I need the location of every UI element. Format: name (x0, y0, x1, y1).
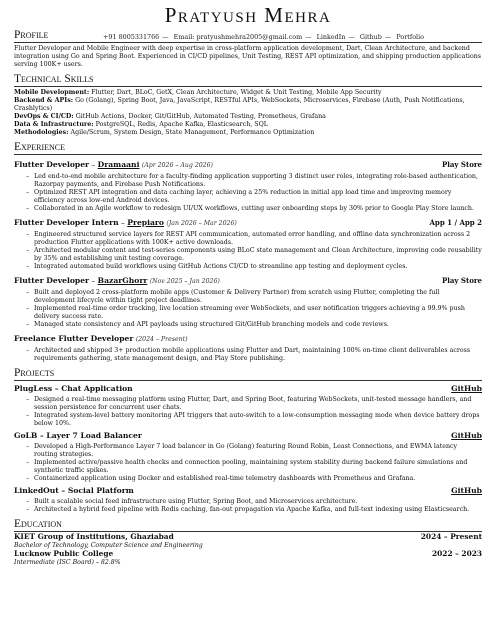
github-link[interactable]: Github (359, 33, 382, 41)
education-detail: Intermediate (ISC Board) – 82.8% (14, 558, 121, 566)
list-item: – Integrated system-level battery monitoring API triggers that auto-switch to a low-consumption messaging mode when device battery drops below 10%. (26, 412, 482, 428)
github-link[interactable]: GitHub (451, 431, 482, 440)
role-bullets (26, 289, 482, 329)
project-header (14, 384, 482, 394)
list-item: – Implemented real-time order tracking, live location streaming over WebSockets, and user notification triggers achieving a 99.9% push delivery success rate. (26, 305, 482, 321)
project-title: LinkedOut – Social Platform (14, 486, 134, 495)
phone-text: +91 8005331766 (103, 33, 160, 41)
play-store-link[interactable]: Play Store (441, 160, 482, 169)
list-item: – Architected a hybrid feed pipeline with Redis caching, fan-out propagation via Apache Kafka, and full-text indexing using Elasticsearch. (26, 506, 482, 514)
projects-heading: Projects (14, 367, 55, 379)
list-item: – Collaborated in an Agile workflow to redesign UI/UX workflows, cutting user onboarding steps by 30% prior to Google Play Store launch. (26, 205, 482, 213)
list-item: – Managed state consistency and API payloads using structured Git/GitHub branching models and code reviews. (26, 321, 482, 329)
section-divider (14, 380, 482, 381)
resume-page (14, 4, 482, 566)
role-header: Flutter Developer Intern – Prepiaro (Jan 2026 – Mar 2026) App 1 / App 2 (14, 218, 482, 227)
contact-row (14, 26, 482, 41)
skill-row: Methodologies: Agile/Scrum, System Design, State Management, Performance Optimization (14, 129, 315, 136)
company-link[interactable]: Dramaani (97, 160, 140, 169)
portfolio-link[interactable]: Portfolio (396, 33, 424, 41)
project-header (14, 486, 482, 496)
project-bullets (26, 498, 482, 514)
role-bullets (26, 173, 482, 213)
play-store-link[interactable]: Play Store (441, 276, 482, 285)
list-item: – Architected and shipped 3+ production mobile applications using Flutter and Dart, maintaining 100% on-time client deliverables across requirements gathering, state management design, and Play Store publishing. (26, 347, 482, 363)
app-links[interactable]: App 1 / App 2 (429, 218, 482, 227)
skill-row: DevOps & CI/CD: GitHub Actions, Docker, Git/GitHub, Automated Testing, Prometheus, Grafana (14, 113, 326, 120)
list-item: – Integrated automated build workflows using GitHub Actions CI/CD to streamline app testing and deployment cycles. (26, 263, 482, 271)
list-item: – Implemented active/passive health checks and connection pooling, maintaining system stability during backend failure simulations and synthetic traffic spikes. (26, 459, 482, 475)
role-header: Flutter Developer – Dramaani (Apr 2026 – Aug 2026) Play Store (14, 160, 482, 169)
contact-line: +91 8005331766 — Email: pratyushmehra2005@gmail.com — LinkedIn — Github — Portfolio (103, 33, 424, 41)
skills-list (14, 89, 482, 137)
list-item: – Developed a High-Performance Layer 7 load balancer in Go (Golang) featuring Round Robin, Least Connections, and EWMA latency routing strategies. (26, 443, 482, 459)
email-link[interactable]: Email: pratyushmehra2005@gmail.com (173, 33, 303, 41)
school-name: KIET Group of Institutions, Ghaziabad (14, 532, 174, 541)
company-link[interactable]: BazarGhorr (97, 276, 148, 285)
role-header: Freelance Flutter Developer (2024 – Present) (14, 334, 188, 343)
skill-row: Mobile Development: Flutter, Dart, BLoC, GetX, Clean Architecture, Widget & Unit Testing, Mobile App Security (14, 89, 382, 96)
list-item: – Built a scalable social feed infrastructure using Flutter, Spring Boot, and Microservices architecture. (26, 498, 482, 506)
education-row (14, 533, 482, 542)
project-title: GoLB – Layer 7 Load Balancer (14, 431, 142, 440)
section-divider (14, 154, 482, 155)
list-item: – Optimized REST API integration and data caching layer, achieving a 25% reduction in initial app load time and improving memory efficiency across low-end Android devices. (26, 189, 482, 205)
education-heading: Education (14, 518, 62, 530)
education-dates: 2022 – 2023 (432, 549, 482, 558)
section-divider (14, 42, 482, 43)
section-divider (14, 86, 482, 87)
experience-heading: Experience (14, 141, 66, 153)
github-link[interactable]: GitHub (451, 486, 482, 495)
project-bullets (26, 443, 482, 483)
role-bullets (26, 231, 482, 271)
candidate-name: Pratyush Mehra (164, 3, 332, 27)
role-header: Flutter Developer – BazarGhorr (Nov 2025 – Jan 2026) Play Store (14, 276, 482, 285)
list-item: – Engineered structured service layers for REST API communication, automated error handling, and offline data synchronization across 2 production Flutter applications with 100K+ active downloads. (26, 231, 482, 247)
skills-heading: Technical Skills (14, 73, 94, 85)
list-item: – Architected modular content and test-series components using BLoC state management and Clean Architecture, improving code reusability by 35% and establishing unit testing coverage. (26, 247, 482, 263)
education-row (14, 550, 482, 559)
project-bullets (26, 396, 482, 428)
list-item: – Built and deployed 2 cross-platform mobile apps (Customer & Delivery Partner) from scratch using Flutter, completing the full development lifecycle within tight project deadlines. (26, 289, 482, 305)
school-name: Lucknow Public College (14, 549, 114, 558)
role-bullets (26, 347, 482, 363)
list-item: – Designed a real-time messaging platform using Flutter, Dart, and Spring Boot, featuring WebSockets, unit-tested message handlers, and session persistence for concurrent user chats. (26, 396, 482, 412)
profile-heading: Profile (14, 29, 49, 41)
linkedin-link[interactable]: LinkedIn (316, 33, 346, 41)
list-item: – Led end-to-end mobile architecture for a faculty-finding application supporting 3 distinct user roles, integrating role-based authentication, Razorpay payments, and Firebase Push Notifications. (26, 173, 482, 189)
skill-row: Backend & APIs: Go (Golang), Spring Boot, Java, JavaScript, RESTful APIs, WebSockets, Microservices, Firebase (Auth, Push Notifications, Crashlytics) (14, 97, 465, 112)
profile-summary: Flutter Developer and Mobile Engineer with deep expertise in cross-platform application development, Dart, Clean Architecture, and backend integration using Go and Spring Boot. Experienced in CI/CD pipelines, Unit Testing, REST API optimization, and shipping production applications serving 100K+ users. (14, 45, 482, 68)
list-item: – Containerized application using Docker and established real-time telemetry dashboards with Prometheus and Grafana. (26, 475, 482, 483)
company-link[interactable]: Prepiaro (127, 218, 164, 227)
skill-row: Data & Infrastructure: PostgreSQL, Redis, Apache Kafka, Elasticsearch, SQL (14, 121, 268, 128)
github-link[interactable]: GitHub (451, 384, 482, 393)
project-title: PlugLess – Chat Application (14, 384, 133, 393)
project-header (14, 431, 482, 441)
education-dates: 2024 – Present (420, 532, 482, 541)
education-detail: Bachelor of Technology, Computer Science and Engineering (14, 541, 203, 549)
